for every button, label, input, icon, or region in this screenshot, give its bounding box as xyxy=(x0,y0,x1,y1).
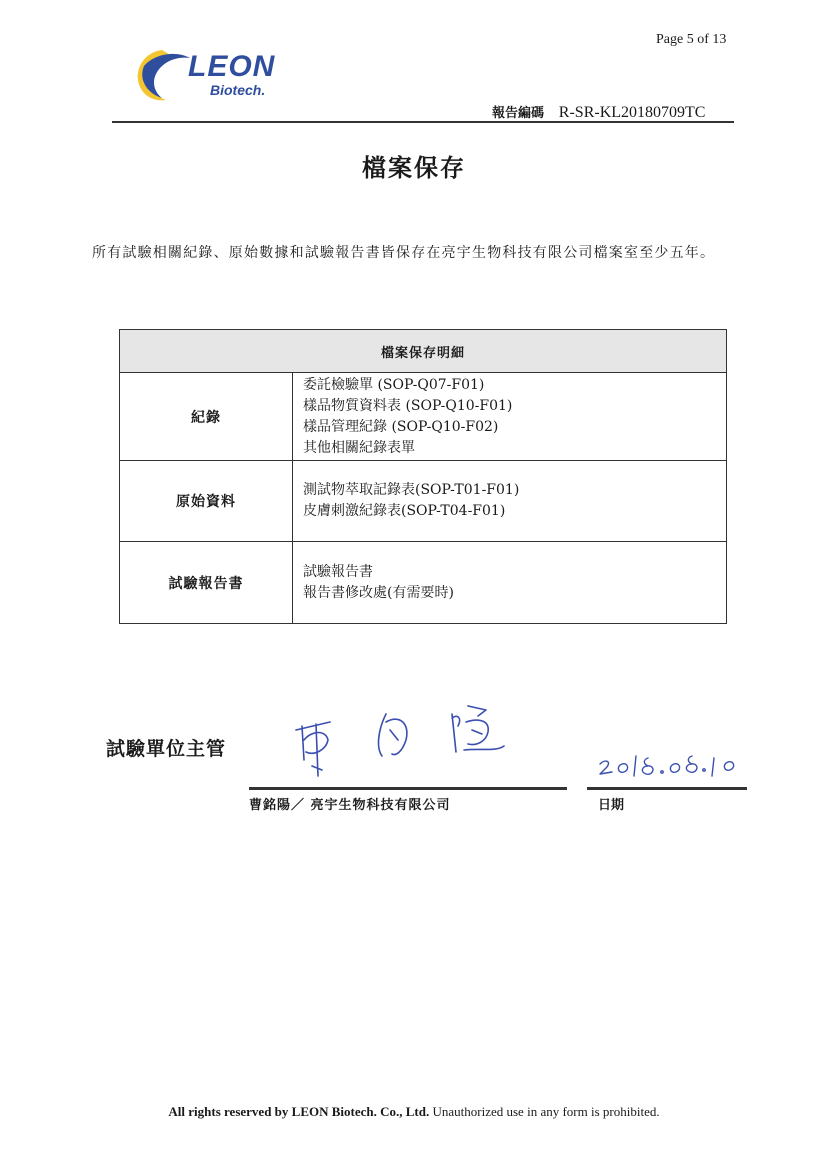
report-number-value: R-SR-KL20180709TC xyxy=(558,104,706,121)
table-category: 原始資料 xyxy=(120,461,293,542)
supervisor-label: 試驗單位主管 xyxy=(106,738,227,760)
retention-statement: 所有試驗相關紀錄、原始數據和試驗報告書皆保存在亮宇生物科技有限公司檔案室至少五年。 xyxy=(92,245,716,261)
table-row xyxy=(120,373,727,461)
table-item: 報告書修改處(有需要時) xyxy=(303,584,454,601)
handwritten-signature xyxy=(282,700,522,784)
table-header: 檔案保存明細 xyxy=(120,330,727,373)
report-number xyxy=(492,102,705,122)
header-divider xyxy=(112,121,734,123)
footer-copyright xyxy=(0,1104,828,1120)
logo-swoosh-icon xyxy=(132,44,192,108)
table-item: 樣品管理紀錄 (SOP-Q10-F02) xyxy=(303,418,499,435)
page-title: 檔案保存 xyxy=(362,154,466,182)
table-row xyxy=(120,542,727,624)
footer-bold: All rights reserved by LEON Biotech. Co., Ltd. xyxy=(168,1104,430,1119)
date-label: 日期 xyxy=(598,798,625,813)
table-item: 其他相關紀錄表單 xyxy=(303,439,415,456)
table-category: 紀錄 xyxy=(120,373,293,461)
table-item: 試驗報告書 xyxy=(303,563,373,580)
table-items xyxy=(293,542,727,624)
company-logo xyxy=(132,44,292,108)
table-items xyxy=(293,461,727,542)
date-line xyxy=(587,787,747,790)
logo-subtitle: Biotech. xyxy=(210,82,266,98)
retention-table xyxy=(119,329,727,624)
table-item: 委託檢驗單 (SOP-Q07-F01) xyxy=(303,376,485,393)
report-number-label: 報告編碼 xyxy=(492,106,545,121)
footer-rest: Unauthorized use in any form is prohibited. xyxy=(429,1104,660,1119)
signature-line xyxy=(249,787,567,790)
table-row xyxy=(120,461,727,542)
page-number: Page 5 of 13 xyxy=(656,32,727,47)
signer-name: 曹銘陽／ 亮宇生物科技有限公司 xyxy=(249,798,451,813)
handwritten-date xyxy=(596,750,756,786)
table-item: 樣品物質資料表 (SOP-Q10-F01) xyxy=(303,397,513,414)
table-category: 試驗報告書 xyxy=(120,542,293,624)
table-item: 皮膚刺激紀錄表(SOP-T04-F01) xyxy=(303,503,506,519)
table-item: 測試物萃取記錄表(SOP-T01-F01) xyxy=(303,482,520,498)
table-items xyxy=(293,373,727,461)
logo-wordmark: LEON xyxy=(188,50,276,83)
